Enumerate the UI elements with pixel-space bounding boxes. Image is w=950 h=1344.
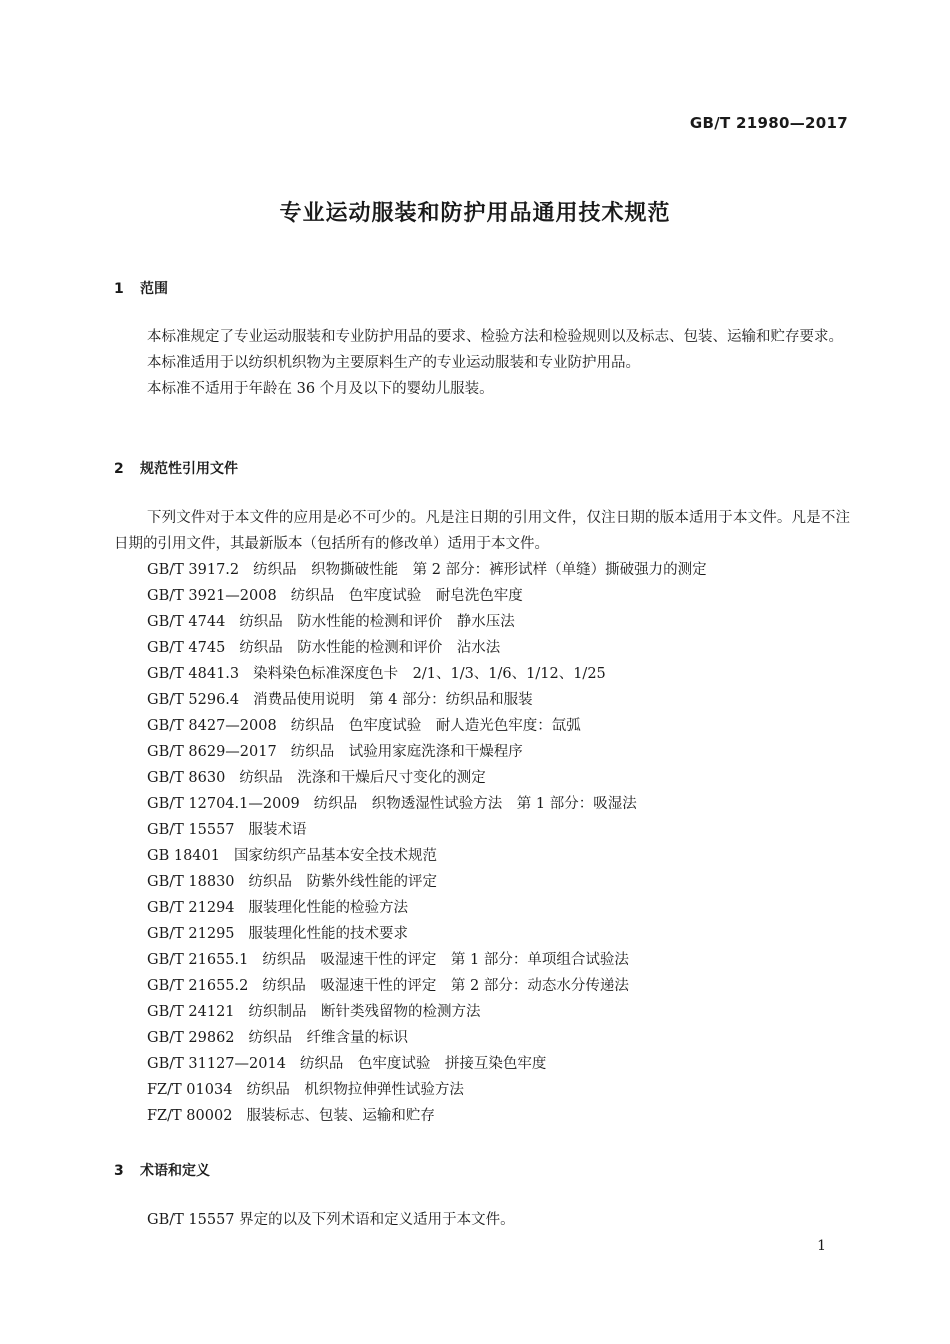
reference-code: GB/T 3921—2008 <box>147 588 277 604</box>
reference-item <box>147 609 707 635</box>
reference-code: GB/T 8427—2008 <box>147 718 277 734</box>
reference-title: 纺织品 吸湿速干性的评定 第 2 部分：动态水分传递法 <box>262 978 629 994</box>
scope-paragraph: 本标准规定了专业运动服装和专业防护用品的要求、检验方法和检验规则以及标志、包装、运输和贮存要求。 <box>147 329 843 345</box>
reference-title: 纺织品 防水性能的检测和评价 静水压法 <box>239 614 515 630</box>
reference-code: GB/T 12704.1—2009 <box>147 796 300 812</box>
reference-item <box>147 557 707 583</box>
reference-code: FZ/T 80002 <box>147 1108 233 1124</box>
reference-title: 服装术语 <box>248 822 307 838</box>
reference-code: GB/T 24121 <box>147 1004 235 1020</box>
reference-title: 纺织品 色牢度试验 耐皂洗色牢度 <box>290 588 523 604</box>
reference-code: GB/T 21655.2 <box>147 978 249 994</box>
reference-title: 服装理化性能的技术要求 <box>248 926 409 942</box>
reference-item <box>147 999 707 1025</box>
reference-item <box>147 921 707 947</box>
reference-code: GB/T 21655.1 <box>147 952 249 968</box>
reference-item <box>147 739 707 765</box>
reference-item <box>147 817 707 843</box>
reference-item <box>147 1025 707 1051</box>
reference-item <box>147 1077 707 1103</box>
section-number: 1 <box>114 281 124 297</box>
scope-paragraphs <box>114 324 850 402</box>
reference-item <box>147 1103 707 1129</box>
standard-number: GB/T 21980—2017 <box>689 114 848 132</box>
section-title: 术语和定义 <box>140 1163 210 1179</box>
reference-item <box>147 791 707 817</box>
scope-paragraph: 本标准不适用于年龄在 36 个月及以下的婴幼儿服装。 <box>147 381 494 397</box>
reference-item <box>147 583 707 609</box>
reference-item <box>147 635 707 661</box>
section-3-heading <box>114 1160 210 1180</box>
terms-intro: GB/T 15557 界定的以及下列术语和定义适用于本文件。 <box>147 1212 515 1228</box>
reference-title: 纺织品 纤维含量的标识 <box>248 1030 409 1046</box>
reference-title: 纺织品 机织物拉伸弹性试验方法 <box>246 1082 464 1098</box>
reference-item <box>147 713 707 739</box>
section-title: 范围 <box>140 281 168 297</box>
reference-code: GB/T 4744 <box>147 614 226 630</box>
reference-title: 服装理化性能的检验方法 <box>248 900 409 916</box>
section-number: 3 <box>114 1163 124 1179</box>
reference-item <box>147 895 707 921</box>
reference-item <box>147 947 707 973</box>
reference-title: 纺织品 试验用家庭洗涤和干燥程序 <box>290 744 523 760</box>
reference-title: 纺织品 防紫外线性能的评定 <box>248 874 438 890</box>
reference-code: FZ/T 01034 <box>147 1082 233 1098</box>
section-number: 2 <box>114 461 124 477</box>
references-intro: 下列文件对于本文件的应用是必不可少的。凡是注日期的引用文件，仅注日期的版本适用于本文件。凡是不注日期的引用文件，其最新版本（包括所有的修改单）适用于本文件。 <box>114 510 850 552</box>
reference-title: 纺织品 织物透湿性试验方法 第 1 部分：吸湿法 <box>313 796 637 812</box>
reference-item <box>147 661 707 687</box>
reference-item <box>147 973 707 999</box>
reference-code: GB 18401 <box>147 848 220 864</box>
reference-code: GB/T 21295 <box>147 926 235 942</box>
reference-code: GB/T 21294 <box>147 900 235 916</box>
page-number: 1 <box>817 1238 826 1254</box>
reference-title: 纺织品 防水性能的检测和评价 沾水法 <box>239 640 501 656</box>
reference-code: GB/T 18830 <box>147 874 235 890</box>
reference-code: GB/T 5296.4 <box>147 692 240 708</box>
reference-title: 纺织品 织物撕破性能 第 2 部分：裤形试样（单缝）撕破强力的测定 <box>253 562 707 578</box>
reference-title: 纺织品 吸湿速干性的评定 第 1 部分：单项组合试验法 <box>262 952 629 968</box>
reference-code: GB/T 8629—2017 <box>147 744 277 760</box>
reference-code: GB/T 4841.3 <box>147 666 240 682</box>
section-1-heading <box>114 278 168 298</box>
scope-paragraph: 本标准适用于以纺织机织物为主要原料生产的专业运动服装和专业防护用品。 <box>147 355 640 371</box>
reference-code: GB/T 15557 <box>147 822 235 838</box>
reference-item <box>147 843 707 869</box>
reference-title: 国家纺织产品基本安全技术规范 <box>233 848 437 864</box>
reference-title: 纺织品 色牢度试验 耐人造光色牢度：氙弧 <box>290 718 581 734</box>
reference-item <box>147 1051 707 1077</box>
reference-title: 纺织制品 断针类残留物的检测方法 <box>248 1004 481 1020</box>
reference-title: 纺织品 洗涤和干燥后尺寸变化的测定 <box>239 770 486 786</box>
reference-list <box>147 557 707 1129</box>
reference-code: GB/T 29862 <box>147 1030 235 1046</box>
section-2-heading <box>114 458 238 478</box>
reference-title: 染料染色标准深度色卡 2/1、1/3、1/6、1/12、1/25 <box>253 666 606 682</box>
reference-code: GB/T 31127—2014 <box>147 1056 286 1072</box>
reference-item <box>147 687 707 713</box>
reference-item <box>147 765 707 791</box>
reference-title: 服装标志、包装、运输和贮存 <box>246 1108 435 1124</box>
reference-code: GB/T 3917.2 <box>147 562 240 578</box>
document-title: 专业运动服装和防护用品通用技术规范 <box>279 201 671 226</box>
reference-item <box>147 869 707 895</box>
reference-title: 消费品使用说明 第 4 部分：纺织品和服装 <box>253 692 533 708</box>
reference-title: 纺织品 色牢度试验 拼接互染色牢度 <box>299 1056 547 1072</box>
reference-code: GB/T 4745 <box>147 640 226 656</box>
section-title: 规范性引用文件 <box>140 461 238 477</box>
reference-code: GB/T 8630 <box>147 770 226 786</box>
